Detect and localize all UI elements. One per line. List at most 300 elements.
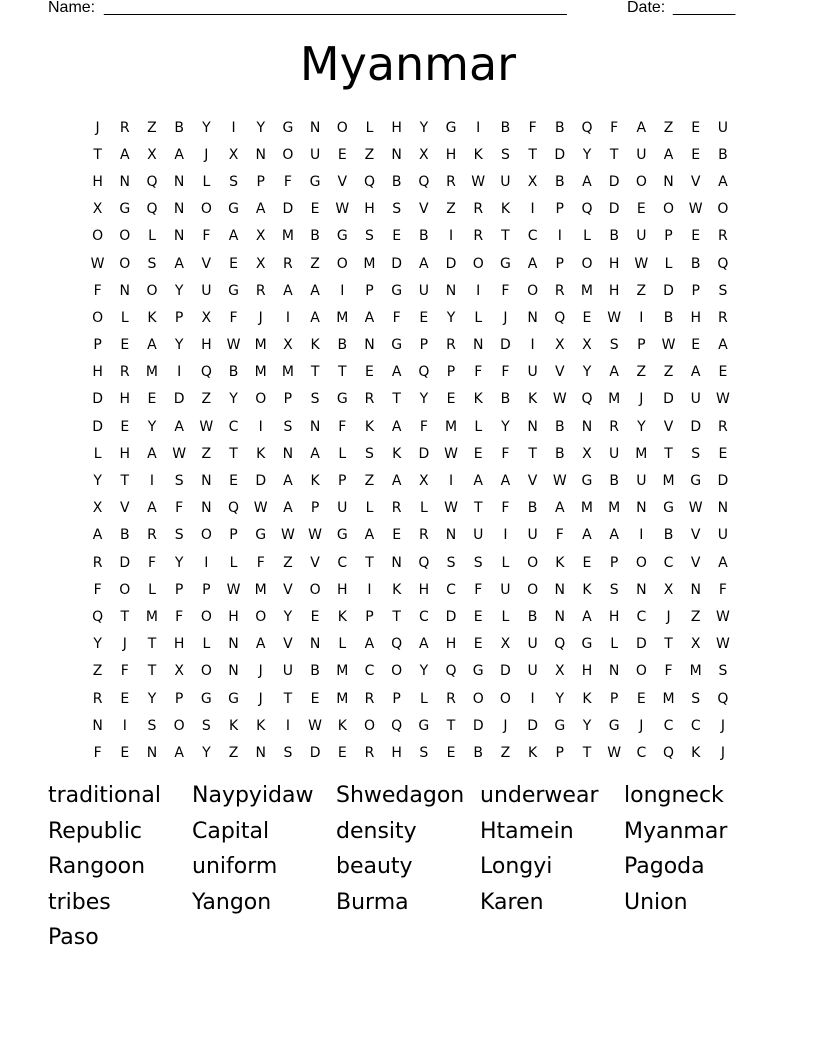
name-label: Name: <box>48 0 96 16</box>
grid-letter: P <box>392 690 401 707</box>
grid-letter: E <box>691 146 701 163</box>
word-bank-item: Burma <box>336 889 409 915</box>
grid-letter: W <box>199 418 214 435</box>
grid-row <box>84 114 737 141</box>
grid-letter: D <box>663 282 674 299</box>
grid-letter: I <box>285 717 290 734</box>
grid-letter: Q <box>581 119 593 136</box>
grid-letter: E <box>582 309 592 326</box>
grid-letter: A <box>419 255 429 272</box>
grid-letter: P <box>174 581 184 598</box>
grid-letter: U <box>636 228 647 245</box>
grid-letter: Z <box>446 201 456 218</box>
grid-letter: C <box>636 744 647 761</box>
grid-letter: S <box>174 473 184 490</box>
grid-letter: D <box>309 744 321 761</box>
grid-letter: K <box>555 554 565 571</box>
grid-letter: T <box>582 744 592 761</box>
grid-row <box>84 250 737 277</box>
grid-letter: X <box>92 500 103 517</box>
grid-letter: B <box>473 744 484 761</box>
grid-letter: A <box>609 527 619 544</box>
grid-row <box>84 440 737 467</box>
grid-letter: V <box>690 554 701 571</box>
grid-letter: S <box>473 554 483 571</box>
word-bank-item: Myanmar <box>624 818 728 844</box>
grid-letter: Y <box>501 418 510 435</box>
grid-letter: Z <box>364 473 375 490</box>
grid-letter: F <box>664 663 673 680</box>
grid-letter: X <box>419 473 429 490</box>
grid-letter: P <box>365 282 374 299</box>
grid-letter: L <box>229 554 238 571</box>
grid-letter: U <box>636 146 647 163</box>
grid-letter: W <box>607 309 622 326</box>
grid-letter: Q <box>554 309 566 326</box>
grid-letter: O <box>282 146 294 163</box>
grid-letter: I <box>639 527 644 544</box>
grid-letter: T <box>147 663 157 680</box>
grid-letter: F <box>147 554 156 571</box>
grid-letter: A <box>582 173 592 190</box>
grid-letter: W <box>607 744 622 761</box>
grid-letter: N <box>228 636 239 653</box>
grid-letter: W <box>226 337 241 354</box>
grid-letter: M <box>608 500 621 517</box>
grid-letter: E <box>337 744 347 761</box>
grid-letter: V <box>554 364 565 381</box>
grid-letter: V <box>119 500 130 517</box>
grid-letter: Y <box>174 554 184 571</box>
grid-letter: A <box>228 228 239 245</box>
grid-letter: Q <box>663 744 675 761</box>
grid-letter: R <box>609 418 620 435</box>
grid-letter: H <box>228 608 239 625</box>
grid-letter: K <box>337 717 347 734</box>
grid-letter: B <box>310 228 320 245</box>
grid-letter: R <box>718 309 728 326</box>
grid-letter: O <box>635 663 647 680</box>
grid-letter: W <box>552 473 567 490</box>
grid-letter: H <box>119 445 131 462</box>
word-bank-item: underwear <box>480 783 599 808</box>
grid-letter: H <box>608 282 620 299</box>
grid-letter: B <box>690 255 701 272</box>
grid-letter: M <box>281 364 294 381</box>
grid-letter: X <box>527 173 538 190</box>
grid-letter: H <box>92 173 103 190</box>
grid-letter: T <box>392 608 401 625</box>
grid-letter: A <box>147 337 157 354</box>
grid-letter: Z <box>201 445 212 462</box>
grid-letter: H <box>391 744 402 761</box>
grid-letter: L <box>93 445 102 462</box>
grid-letter: C <box>527 228 538 245</box>
grid-letter: C <box>418 608 429 625</box>
grid-letter: L <box>202 173 211 190</box>
grid-letter: Q <box>200 364 212 381</box>
grid-row <box>84 576 737 603</box>
grid-letter: L <box>474 418 483 435</box>
grid-letter: K <box>528 744 538 761</box>
grid-letter: S <box>283 744 293 761</box>
grid-letter: L <box>419 690 428 707</box>
date-blank: _______ <box>673 0 736 16</box>
grid-letter: Y <box>256 119 265 136</box>
grid-letter: G <box>391 337 403 354</box>
grid-letter: I <box>340 282 345 299</box>
grid-letter: R <box>446 690 456 707</box>
word-bank-item: longneck <box>624 783 724 808</box>
grid-letter: F <box>392 309 401 326</box>
grid-letter: O <box>527 282 539 299</box>
grid-letter: N <box>445 527 457 544</box>
grid-letter: P <box>664 228 673 245</box>
grid-letter: O <box>309 581 321 598</box>
word-bank-item: beauty <box>336 854 413 879</box>
grid-letter: E <box>582 554 592 571</box>
grid-letter: Q <box>391 717 403 734</box>
grid-letter: K <box>528 391 538 408</box>
grid-letter: A <box>174 418 184 435</box>
grid-letter: E <box>691 337 701 354</box>
grid-letter: N <box>201 500 212 517</box>
grid-letter: M <box>363 255 376 272</box>
grid-letter: J <box>666 608 671 625</box>
grid-letter: G <box>418 717 430 734</box>
grid-letter: K <box>473 146 483 163</box>
grid-letter: E <box>636 201 646 218</box>
grid-letter: O <box>200 663 212 680</box>
grid-letter: I <box>530 201 535 218</box>
grid-letter: K <box>337 608 347 625</box>
grid-row <box>84 712 737 739</box>
grid-letter: J <box>122 636 127 653</box>
grid-letter: W <box>444 500 458 517</box>
grid-letter: O <box>635 554 647 571</box>
grid-letter: T <box>528 146 537 163</box>
grid-letter: S <box>283 418 293 435</box>
grid-letter: P <box>609 554 619 571</box>
grid-letter: U <box>636 473 647 490</box>
grid-letter: N <box>608 663 620 680</box>
grid-letter: L <box>365 119 374 136</box>
grid-letter: L <box>474 309 483 326</box>
word-bank-item: tribes <box>48 889 111 915</box>
grid-letter: U <box>337 500 348 517</box>
word-bank-item: Karen <box>480 889 544 915</box>
grid-letter: K <box>392 445 402 462</box>
grid-letter: A <box>147 500 157 517</box>
grid-letter: Z <box>500 744 511 761</box>
grid-letter: Y <box>555 690 565 707</box>
grid-row <box>84 739 737 766</box>
grid-letter: P <box>609 690 619 707</box>
grid-letter: S <box>201 717 211 734</box>
grid-letter: D <box>445 608 457 625</box>
grid-letter: X <box>582 337 592 354</box>
grid-letter: Y <box>202 744 211 761</box>
grid-letter: R <box>554 282 565 299</box>
grid-row <box>84 467 737 494</box>
word-bank-item: Rangoon <box>48 854 146 879</box>
page-title: Myanmar <box>299 37 517 91</box>
grid-letter: Z <box>201 391 212 408</box>
grid-letter: Q <box>581 391 593 408</box>
grid-letter: M <box>580 282 594 299</box>
grid-letter: R <box>446 337 456 354</box>
grid-letter: Z <box>636 282 647 299</box>
grid-letter: E <box>229 473 238 490</box>
grid-letter: K <box>256 445 266 462</box>
grid-letter: S <box>419 744 429 761</box>
grid-letter: E <box>392 527 402 544</box>
grid-letter: E <box>310 690 320 707</box>
grid-row <box>84 277 737 304</box>
grid-letter: A <box>690 364 701 381</box>
grid-letter: M <box>254 337 267 354</box>
grid-letter: K <box>364 418 375 435</box>
grid-letter: G <box>228 201 239 218</box>
grid-row <box>84 631 737 658</box>
grid-letter: W <box>661 337 676 354</box>
grid-letter: N <box>282 445 294 462</box>
grid-letter: P <box>174 309 184 326</box>
grid-letter: S <box>147 717 157 734</box>
grid-letter: W <box>444 445 458 462</box>
grid-letter: M <box>662 473 675 490</box>
grid-letter: M <box>580 500 594 517</box>
grid-letter: P <box>555 201 564 218</box>
grid-letter: E <box>147 391 157 408</box>
grid-letter: A <box>473 473 483 490</box>
grid-letter: T <box>120 608 130 625</box>
name-blank: ____________________________________________________ <box>104 0 567 16</box>
grid-letter: G <box>309 173 321 190</box>
grid-letter: T <box>446 717 456 734</box>
grid-letter: J <box>95 119 100 136</box>
grid-letter: D <box>690 418 702 435</box>
grid-letter: O <box>92 228 104 245</box>
grid-letter: D <box>608 201 620 218</box>
grid-letter: N <box>201 473 212 490</box>
grid-letter: X <box>255 228 266 245</box>
grid-letter: N <box>173 228 185 245</box>
grid-letter: P <box>555 744 564 761</box>
grid-letter: N <box>146 744 158 761</box>
grid-letter: R <box>119 364 130 381</box>
grid-letter: N <box>228 663 239 680</box>
grid-letter: Q <box>445 663 457 680</box>
grid-letter: I <box>448 473 454 490</box>
grid-letter: I <box>557 228 562 245</box>
grid-letter: T <box>93 146 102 163</box>
grid-letter: F <box>501 282 510 299</box>
grid-letter: T <box>283 690 293 707</box>
grid-letter: U <box>527 364 538 381</box>
grid-letter: R <box>119 119 130 136</box>
grid-letter: K <box>310 473 320 490</box>
grid-letter: B <box>718 146 728 163</box>
grid-letter: E <box>419 309 429 326</box>
grid-letter: H <box>445 146 457 163</box>
grid-letter: O <box>200 608 212 625</box>
grid-letter: V <box>419 201 429 218</box>
grid-letter: B <box>310 663 320 680</box>
grid-letter: O <box>472 690 484 707</box>
grid-letter: N <box>527 418 538 435</box>
grid-letter: E <box>337 146 347 163</box>
grid-letter: H <box>418 581 430 598</box>
grid-letter: C <box>364 663 375 680</box>
grid-letter: H <box>119 391 131 408</box>
grid-letter: Z <box>663 119 674 136</box>
grid-letter: R <box>92 690 103 707</box>
grid-letter: H <box>608 608 620 625</box>
grid-letter: K <box>691 744 701 761</box>
grid-letter: M <box>254 364 267 381</box>
grid-letter: L <box>365 500 374 517</box>
grid-letter: Y <box>93 636 102 653</box>
grid-letter: S <box>392 201 402 218</box>
grid-letter: Z <box>92 663 103 680</box>
grid-letter: Q <box>717 255 729 272</box>
grid-letter: U <box>309 146 321 163</box>
grid-letter: W <box>715 608 730 625</box>
grid-letter: Z <box>310 255 320 272</box>
grid-letter: N <box>472 337 484 354</box>
grid-letter: C <box>337 554 348 571</box>
grid-letter: L <box>338 636 347 653</box>
grid-letter: N <box>690 581 701 598</box>
grid-letter: F <box>175 500 184 517</box>
grid-letter: O <box>581 255 593 272</box>
grid-letter: Q <box>146 201 158 218</box>
grid-letter: A <box>582 527 592 544</box>
grid-letter: P <box>256 173 265 190</box>
grid-letter: N <box>554 581 566 598</box>
grid-letter: M <box>145 364 159 381</box>
grid-letter: R <box>147 527 157 544</box>
grid-letter: K <box>228 717 239 734</box>
grid-letter: W <box>634 255 649 272</box>
grid-letter: M <box>662 690 675 707</box>
grid-letter: R <box>92 554 103 571</box>
word-bank <box>48 778 768 956</box>
grid-letter: F <box>93 744 102 761</box>
grid-letter: A <box>364 527 375 544</box>
grid-letter: E <box>392 228 402 245</box>
grid-letter: O <box>391 663 403 680</box>
grid-row <box>84 685 737 712</box>
grid-letter: I <box>476 119 481 136</box>
grid-letter: E <box>120 690 130 707</box>
grid-letter: N <box>663 173 674 190</box>
grid-letter: R <box>473 201 484 218</box>
grid-letter: D <box>717 473 729 490</box>
grid-letter: G <box>581 636 593 653</box>
grid-letter: W <box>688 500 703 517</box>
grid-letter: N <box>391 554 402 571</box>
grid-letter: N <box>581 418 593 435</box>
grid-letter: K <box>473 391 483 408</box>
grid-row <box>84 658 737 685</box>
grid-letter: R <box>255 282 266 299</box>
grid-letter: F <box>175 608 184 625</box>
grid-letter: Y <box>419 391 429 408</box>
grid-letter: U <box>717 119 729 136</box>
grid-letter: Q <box>146 173 158 190</box>
grid-row <box>84 549 737 576</box>
grid-letter: H <box>391 119 402 136</box>
grid-letter: J <box>503 309 508 326</box>
grid-letter: R <box>391 500 402 517</box>
word-bank-item: Yangon <box>192 889 272 915</box>
grid-letter: W <box>335 201 350 218</box>
grid-letter: L <box>664 255 673 272</box>
grid-letter: O <box>663 201 675 218</box>
grid-letter: N <box>119 173 131 190</box>
grid-letter: T <box>664 445 673 462</box>
grid-letter: S <box>500 146 510 163</box>
grid-letter: I <box>476 282 481 299</box>
grid-letter: D <box>527 717 538 734</box>
grid-letter: L <box>120 309 129 326</box>
grid-letter: R <box>718 418 728 435</box>
grid-letter: J <box>258 309 263 326</box>
grid-letter: L <box>202 636 211 653</box>
grid-letter: A <box>527 255 538 272</box>
grid-letter: W <box>308 717 323 734</box>
grid-letter: B <box>174 119 184 136</box>
grid-letter: A <box>283 282 293 299</box>
grid-letter: R <box>718 228 728 245</box>
grid-letter: N <box>173 173 185 190</box>
grid-letter: H <box>690 309 701 326</box>
grid-letter: K <box>256 717 266 734</box>
grid-letter: A <box>419 636 429 653</box>
grid-letter: P <box>365 608 374 625</box>
grid-letter: B <box>554 445 565 462</box>
date-label: Date: <box>627 0 666 16</box>
grid-letter: Y <box>229 391 238 408</box>
grid-letter: G <box>499 255 511 272</box>
grid-letter: S <box>365 445 374 462</box>
grid-letter: F <box>120 663 129 680</box>
grid-letter: I <box>639 309 644 326</box>
grid-letter: C <box>690 717 701 734</box>
grid-letter: B <box>419 228 429 245</box>
grid-letter: V <box>337 173 348 190</box>
grid-letter: J <box>639 391 644 408</box>
grid-letter: S <box>718 282 728 299</box>
grid-letter: A <box>174 255 184 272</box>
grid-letter: A <box>255 636 266 653</box>
grid-letter: A <box>391 418 402 435</box>
grid-letter: I <box>367 581 372 598</box>
word-bank-item: Republic <box>48 818 143 844</box>
grid-letter: T <box>609 146 619 163</box>
grid-letter: I <box>503 527 508 544</box>
grid-letter: N <box>309 636 321 653</box>
grid-row <box>84 304 737 331</box>
grid-letter: M <box>336 690 349 707</box>
grid-letter: O <box>146 282 158 299</box>
grid-letter: M <box>336 309 349 326</box>
grid-letter: H <box>445 636 457 653</box>
grid-letter: D <box>255 473 267 490</box>
grid-letter: P <box>93 337 102 354</box>
